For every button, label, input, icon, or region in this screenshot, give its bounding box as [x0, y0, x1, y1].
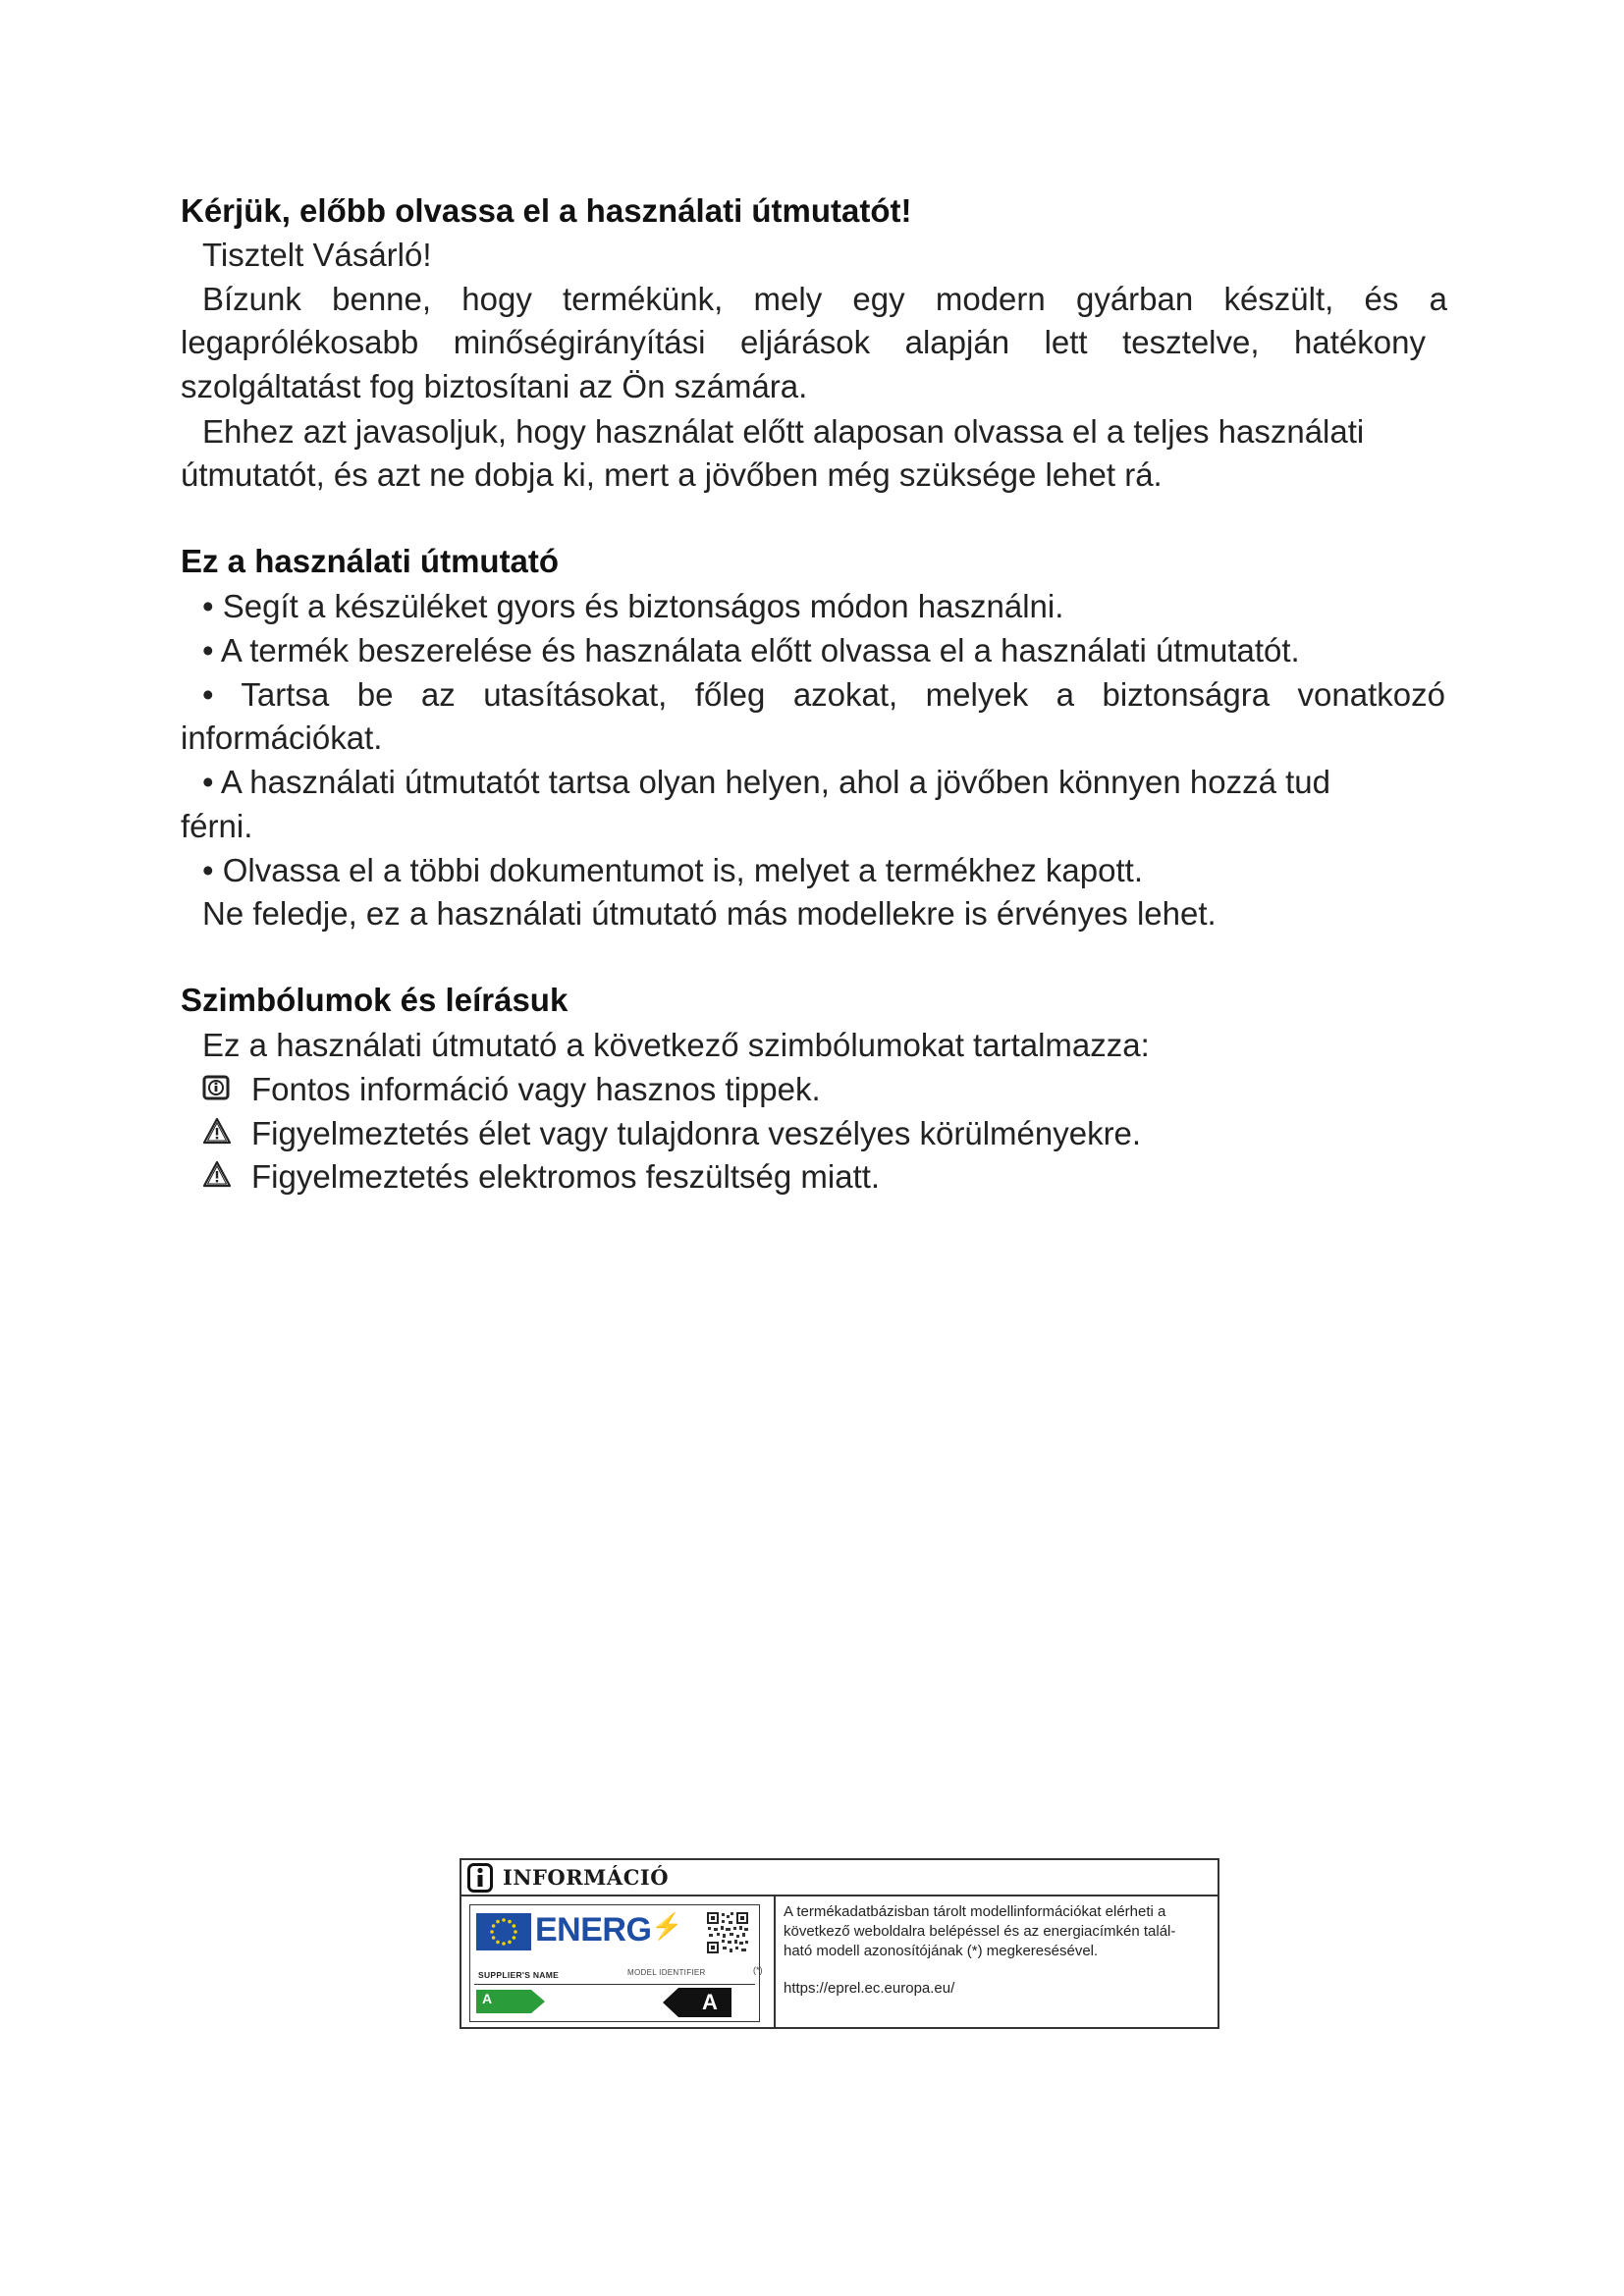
- guide-bullet-4: • A használati útmutatót tartsa olyan helyen, ahol a jövőben könnyen hozzá tud: [202, 764, 1330, 800]
- energy-label: [469, 1904, 763, 2022]
- guide-bullet-4-cont: férni.: [181, 808, 253, 844]
- energy-brand: [535, 1911, 682, 1949]
- supplier-name: SUPPLIER'S NAME: [478, 1970, 560, 1980]
- info-icon: [202, 1068, 238, 1111]
- info-text-line-2: következő weboldalra belépéssel és az energiacímkén talál-: [784, 1923, 1176, 1940]
- warning-icon: [202, 1155, 238, 1199]
- intro-p1-line-3: szolgáltatást fog biztosítani az Ön számára.: [181, 368, 808, 404]
- information-box-title: INFORMÁCIÓ: [503, 1865, 670, 1890]
- intro-heading: Kérjük, előbb olvassa el a használati útmutatót!: [181, 192, 912, 229]
- intro-p1-line-2: legaprólékosabb minőségirányítási eljárások alapján lett tesztelve, hatékony: [181, 324, 1426, 360]
- qr-code-icon: [706, 1911, 749, 1954]
- guide-bullet-2: • A termék beszerelése és használata előtt olvassa el a használati útmutatót.: [202, 632, 1300, 668]
- info-text-line-3: ható modell azonosítójának (*) megkeresésével.: [784, 1943, 1099, 1959]
- symbol-warning-text: Figyelmeztetés élet vagy tulajdonra veszélyes körülményekre.: [251, 1115, 1142, 1151]
- energy-scale-divider: [474, 1984, 755, 1985]
- guide-bullet-5: • Olvassa el a többi dokumentumot is, melyet a termékhez kapott.: [202, 852, 1143, 888]
- guide-heading: Ez a használati útmutató: [181, 543, 560, 579]
- information-box-header: [461, 1860, 1218, 1896]
- energy-class-arrow-black: [663, 1988, 731, 2017]
- lightning-icon: ⚡: [651, 1911, 683, 1941]
- intro-p1-line-1: Bízunk benne, hogy termékünk, mely egy modern gyárban készült, és a: [202, 281, 1447, 317]
- info-text-line-1: A termékadatbázisban tárolt modellinformációkat elérheti a: [784, 1903, 1166, 1920]
- intro-p2-line-2: útmutatót, és azt ne dobja ki, mert a jövőben még szüksége lehet rá.: [181, 456, 1163, 493]
- intro-p2-line-1: Ehhez azt javasoljuk, hogy használat előtt alaposan olvassa el a teljes használati: [202, 413, 1365, 450]
- guide-note: Ne feledje, ez a használati útmutató más modellekre is érvényes lehet.: [202, 895, 1217, 932]
- energy-brand-text: ENERG: [535, 1911, 652, 1949]
- symbols-heading: Szimbólumok és leírásuk: [181, 982, 568, 1018]
- symbol-electric-warning-text: Figyelmeztetés elektromos feszültség miatt.: [251, 1158, 881, 1195]
- guide-bullet-3: • Tartsa be az utasításokat, főleg azokat, melyek a biztonságra vonatkozó: [202, 676, 1445, 713]
- greeting: Tisztelt Vásárló!: [202, 237, 432, 273]
- model-asterisk: (*): [753, 1965, 763, 1975]
- symbol-row-warning-2: [202, 1155, 880, 1199]
- eprel-link[interactable]: https://eprel.ec.europa.eu/: [784, 1980, 955, 1997]
- guide-bullet-3-cont: információkat.: [181, 720, 383, 756]
- symbol-info-text: Fontos információ vagy hasznos tippek.: [251, 1071, 821, 1107]
- guide-bullet-1: • Segít a készüléket gyors és biztonságos módon használni.: [202, 588, 1064, 624]
- energy-label-panel: [461, 1896, 776, 2029]
- symbol-row-warning-1: [202, 1112, 1141, 1155]
- warning-icon: [202, 1112, 238, 1155]
- information-box: [460, 1858, 1219, 2029]
- info-icon: [467, 1863, 493, 1893]
- symbols-intro: Ez a használati útmutató a következő szimbólumokat tartalmazza:: [202, 1027, 1150, 1063]
- energy-class-left: A: [482, 1991, 493, 2006]
- eu-flag-icon: [476, 1913, 531, 1950]
- energy-class-right: A: [702, 1990, 718, 2014]
- information-text-panel: [778, 1896, 1218, 2029]
- model-identifier: MODEL IDENTIFIER: [627, 1968, 706, 1977]
- symbol-row-info: [202, 1068, 821, 1111]
